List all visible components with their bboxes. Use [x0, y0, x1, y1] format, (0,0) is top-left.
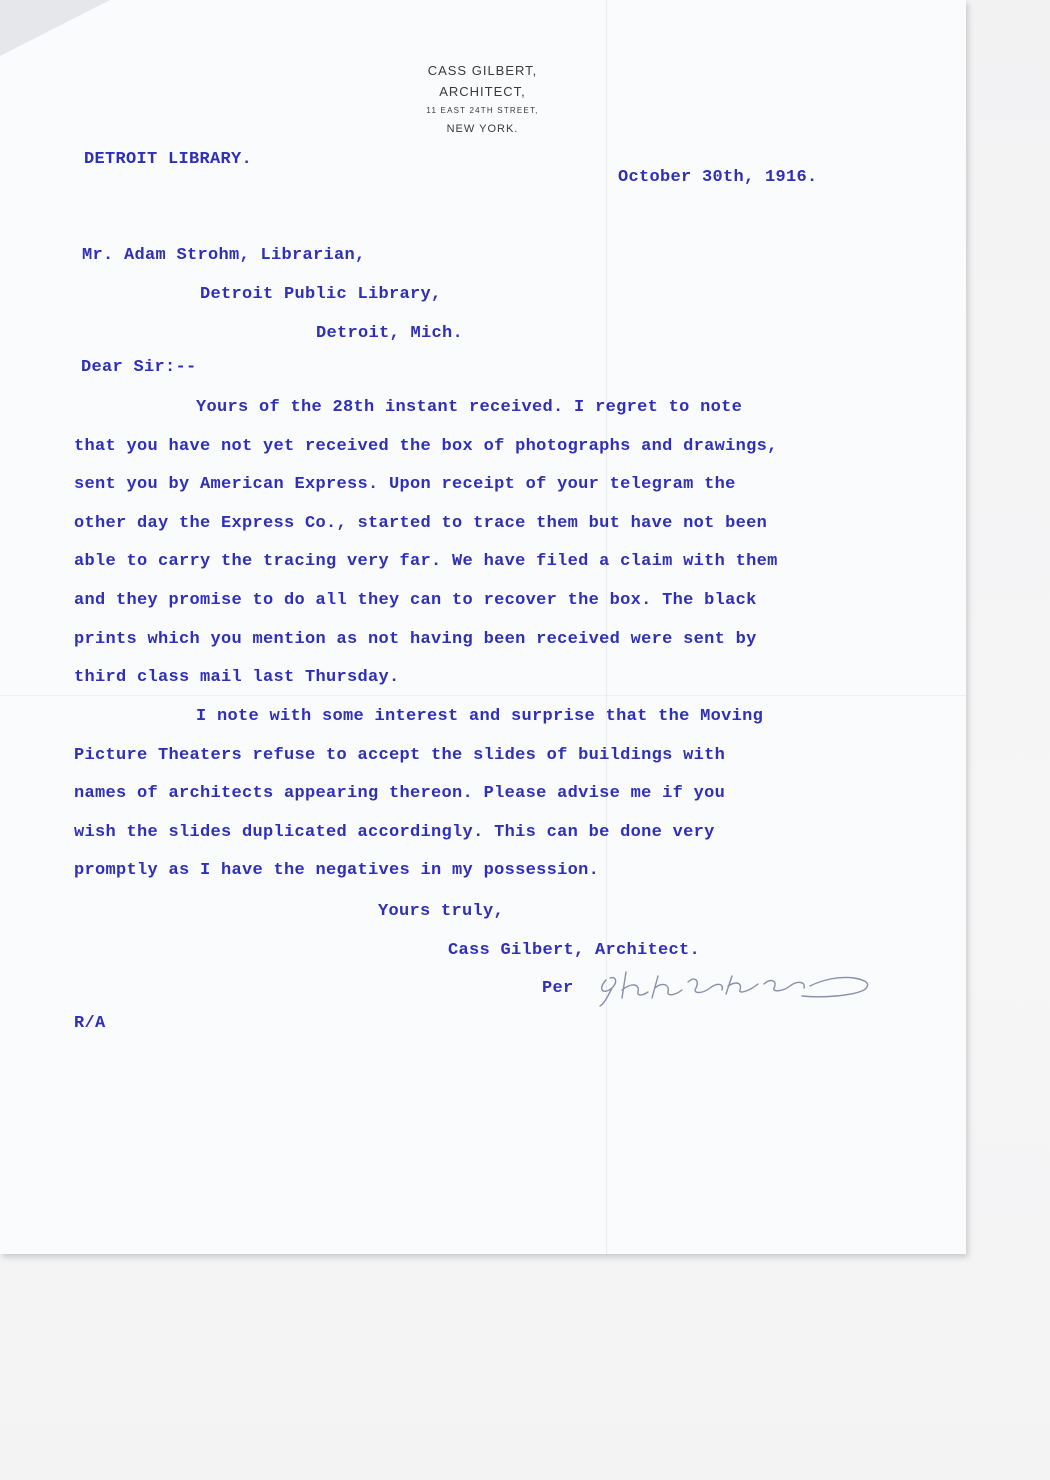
paragraph-line: wish the slides duplicated accordingly. This can be done very	[74, 822, 715, 842]
paragraph-line: sent you by American Express. Upon receipt of your telegram the	[74, 475, 736, 495]
recipient-organization: Detroit Public Library,	[200, 285, 442, 304]
paragraph-line: Yours of the 28th instant received. I regret to note	[196, 398, 743, 417]
paragraph-line: that you have not yet received the box of photographs and drawings,	[74, 436, 778, 456]
salutation: Dear Sir:--	[81, 358, 197, 377]
body-paragraph-1	[74, 389, 904, 698]
paragraph-line: promptly as I have the negatives in my possession.	[74, 861, 600, 881]
letter-date: October 30th, 1916.	[618, 168, 818, 187]
paragraph-line: prints which you mention as not having been received were sent by	[74, 629, 757, 649]
paragraph-line: able to carry the tracing very far. We have filed a claim with them	[74, 552, 778, 572]
paragraph-line: names of architects appearing thereon. Please advise me if you	[74, 784, 726, 804]
letterhead-name: CASS GILBERT,	[427, 63, 538, 78]
paragraph-line: I note with some interest and surprise that the Moving	[196, 707, 764, 726]
per-label: Per	[542, 979, 574, 998]
complimentary-closing: Yours truly,	[378, 902, 505, 921]
project-reference: DETROIT LIBRARY.	[84, 150, 253, 169]
paragraph-line: third class mail last Thursday.	[74, 668, 400, 688]
letterhead-profession: ARCHITECT,	[439, 84, 526, 99]
letterhead-street: 11 EAST 24TH STREET,	[426, 106, 539, 115]
sender-signature-line: Cass Gilbert, Architect.	[448, 941, 701, 960]
recipient-city: Detroit, Mich.	[316, 324, 464, 343]
letterhead-city: NEW YORK.	[446, 123, 519, 135]
handwritten-signature	[592, 962, 882, 1017]
recipient-name: Mr. Adam Strohm, Librarian,	[82, 246, 366, 265]
paragraph-line: and they promise to do all they can to recover the box. The black	[74, 590, 757, 610]
letterhead	[360, 60, 605, 138]
paragraph-line: other day the Express Co., started to trace them but have not been	[74, 513, 768, 533]
folded-corner	[0, 0, 110, 56]
body-paragraph-2	[74, 698, 904, 891]
typist-initials: R/A	[74, 1014, 106, 1033]
paragraph-line: Picture Theaters refuse to accept the slides of buildings with	[74, 745, 726, 765]
